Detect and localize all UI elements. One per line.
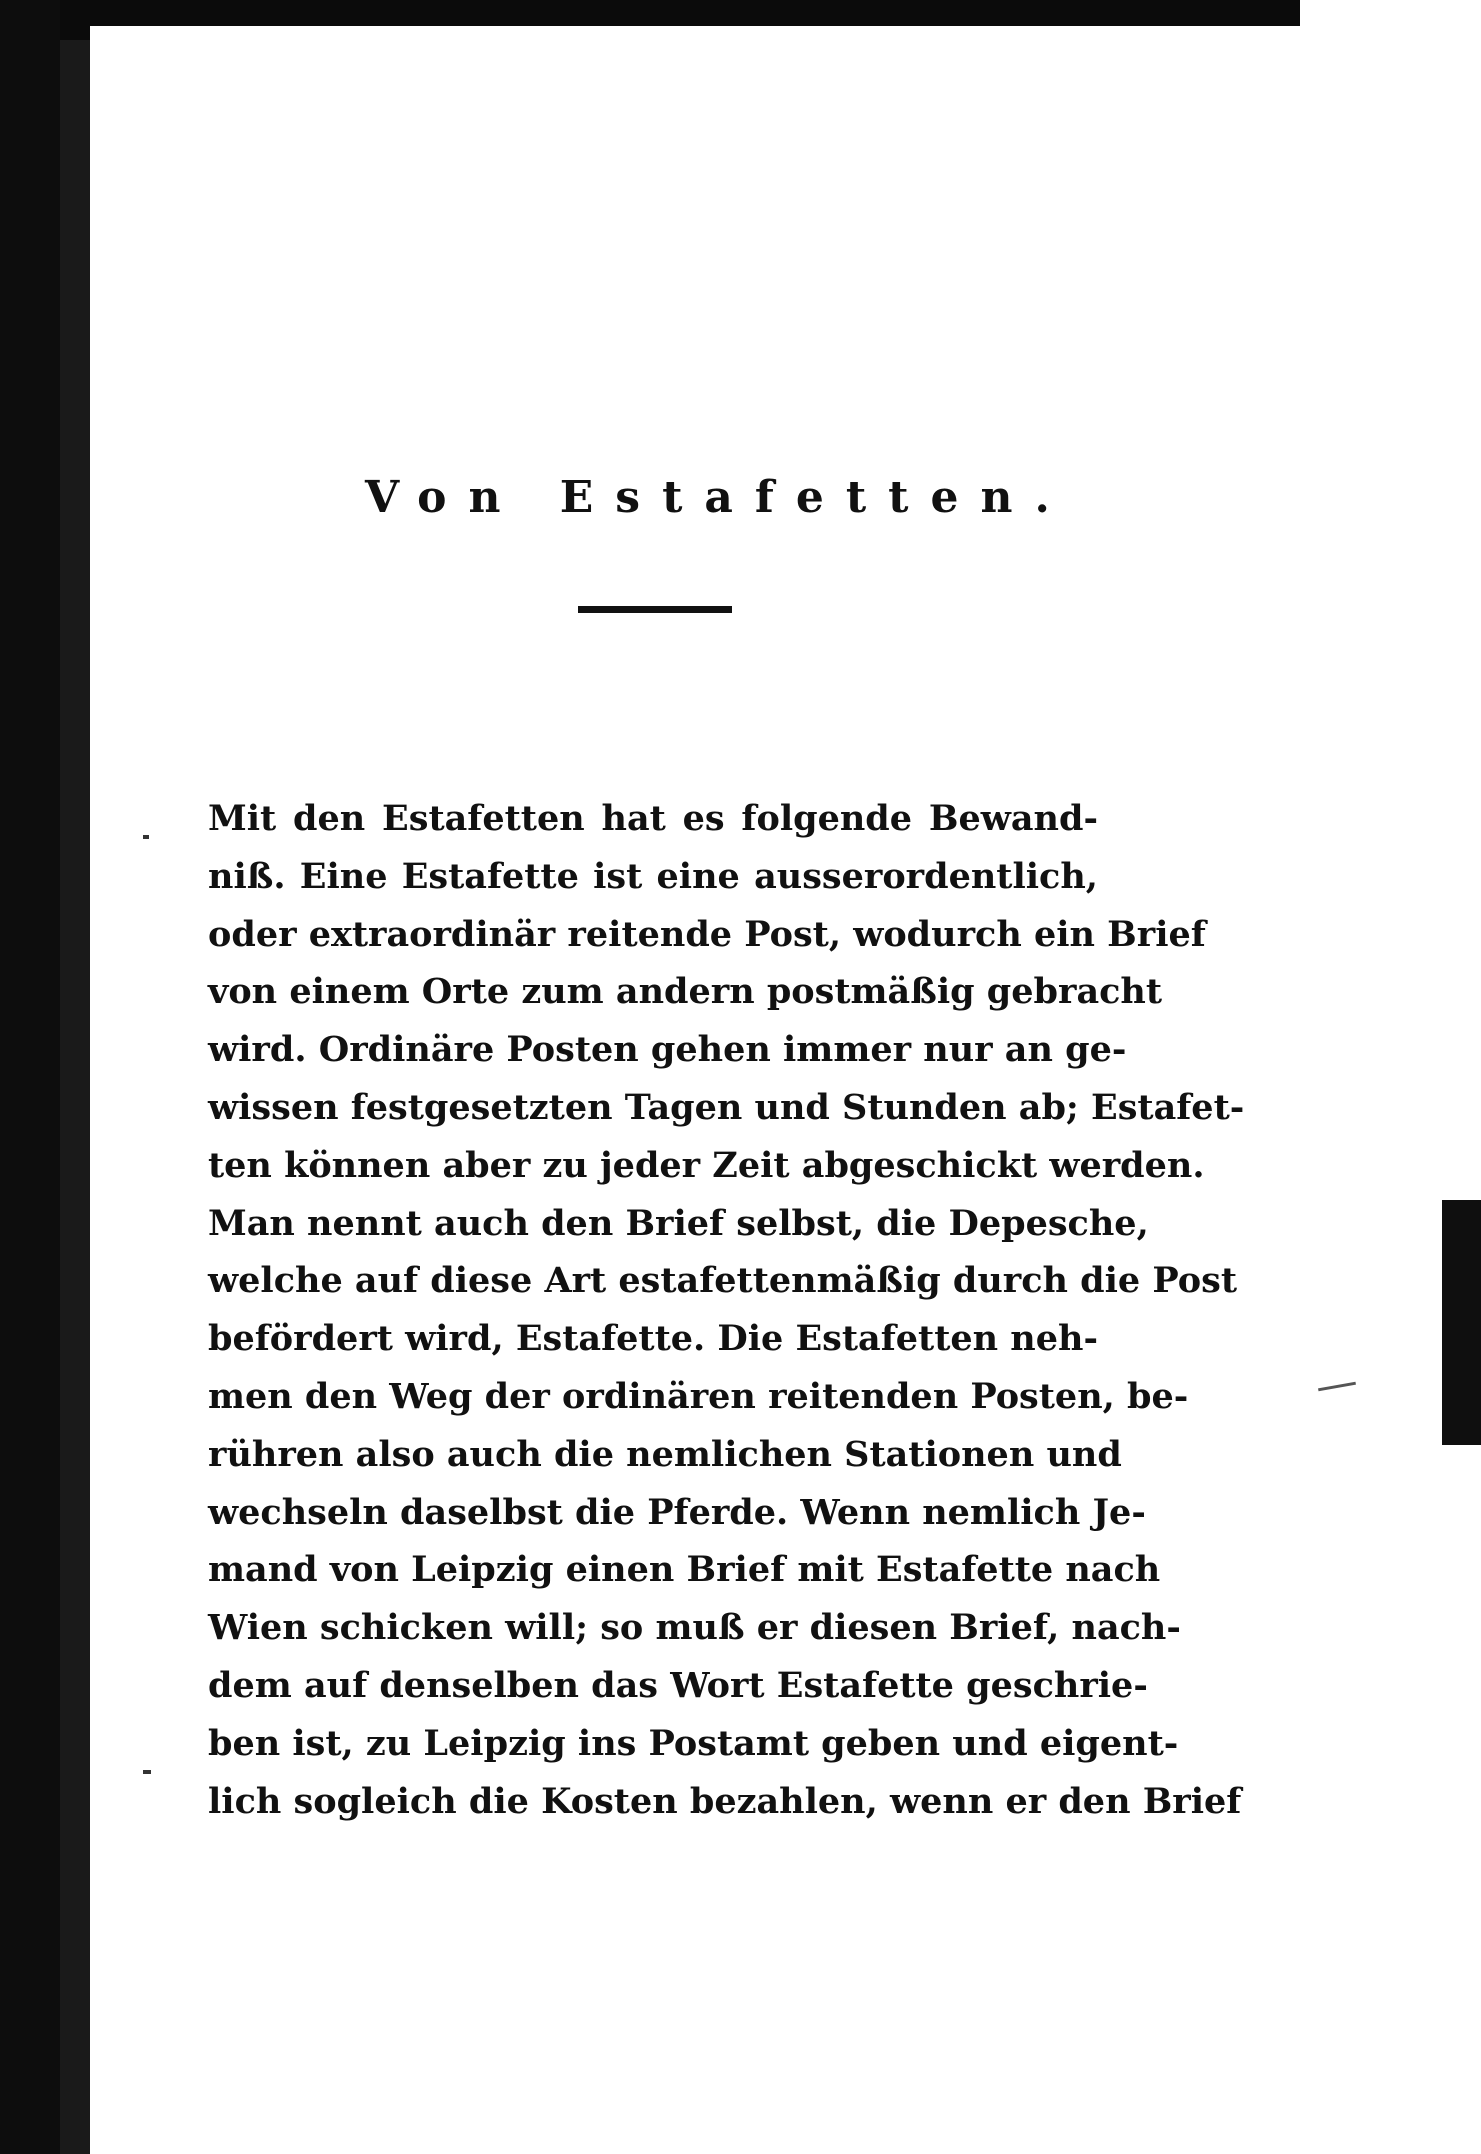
text-line: Mit den Estafetten hat es folgende Bewand-	[208, 798, 1098, 839]
text-line: wissen festgesetzten Tagen und Stunden ab; Estafet-	[208, 1086, 1245, 1128]
text-line: dem auf denselben das Wort Estafette geschrie-	[208, 1664, 1148, 1706]
text-line: ben ist, zu Leipzig ins Postamt geben und eigent-	[208, 1722, 1179, 1764]
heading-rule	[578, 606, 732, 613]
scan-stray-dot	[143, 1770, 151, 1774]
text-line: men den Weg der ordinären reitenden Posten, be-	[208, 1375, 1189, 1417]
text-line: von einem Orte zum andern postmäßig gebracht	[208, 971, 1163, 1013]
body-paragraph	[208, 790, 1245, 1830]
text-line: Man nennt auch den Brief selbst, die Depesche,	[208, 1202, 1149, 1244]
scan-stray-dot	[143, 835, 149, 839]
text-line: rühren also auch die nemlichen Stationen und	[208, 1433, 1122, 1475]
page-heading: Von Estafetten.	[365, 472, 1072, 523]
text-line: oder extraordinär reitende Post, wodurch ein Brief	[208, 913, 1206, 955]
scan-edge-left-shadow	[60, 40, 90, 2154]
scan-edge-right-mark	[1442, 1200, 1481, 1445]
text-line: wird. Ordinäre Posten gehen immer nur an ge-	[208, 1029, 1127, 1071]
scan-stray-mark	[1318, 1382, 1356, 1392]
text-line: niß. Eine Estafette ist eine ausserordentlich,	[208, 855, 1098, 897]
scan-edge-top	[0, 0, 1300, 26]
text-line: welche auf diese Art estafettenmäßig durch die Post	[208, 1260, 1237, 1302]
text-line: Wien schicken will; so muß er diesen Brief, nach-	[208, 1607, 1181, 1649]
text-line: mand von Leipzig einen Brief mit Estafette nach	[208, 1549, 1161, 1591]
text-line: ten können aber zu jeder Zeit abgeschickt werden.	[208, 1144, 1205, 1186]
text-line: wechseln daselbst die Pferde. Wenn nemlich Je-	[208, 1491, 1146, 1533]
scan-edge-left	[0, 0, 60, 2154]
text-line: befördert wird, Estafette. Die Estafetten neh-	[208, 1318, 1098, 1360]
text-line: lich sogleich die Kosten bezahlen, wenn er den Brief	[208, 1780, 1242, 1822]
